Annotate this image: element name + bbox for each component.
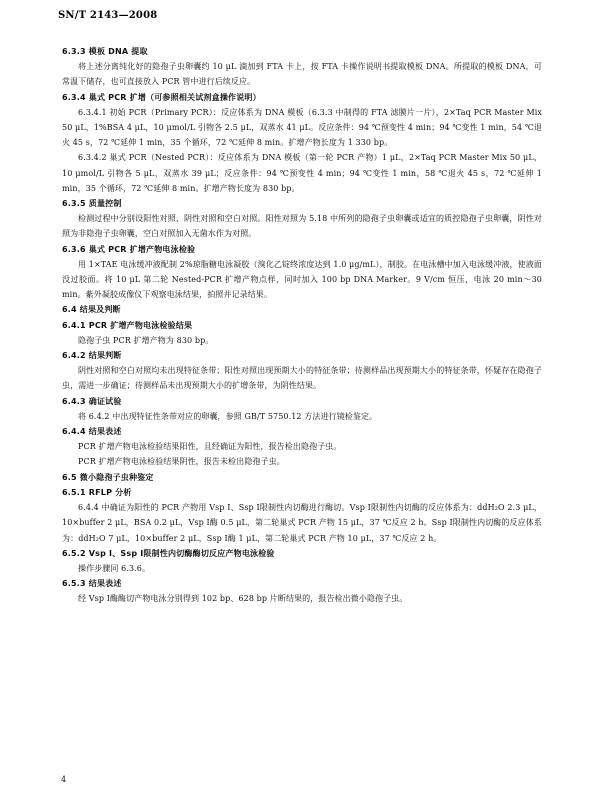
paragraph-pcr-result: 隐孢子虫 PCR 扩增产物为 830 bp。 [78, 335, 214, 345]
paragraph-judgement: 阴性对照和空白对照均未出现特征条带；阳性对照出现预期大小的特征条带；待测样品出现预期大小的特征条带，怀疑存在隐孢子虫，需进一步确证；待测样品未出现预期大小的扩增条带，为阴性结果。 [62, 366, 542, 391]
heading-6-4-4: 6.4.4 结果表述 [62, 427, 122, 437]
heading-6-5-3: 6.5.3 结果表述 [62, 579, 122, 589]
paragraph-dna-extraction: 将上述分离纯化好的隐孢子虫卵囊约 10 μL 滴加到 FTA 卡上，按 FTA 卡操作说明书提取模板 DNA。所提取的模板 DNA，可常温下储存，也可直接放入 PCR 管中进行后续反应。 [62, 62, 542, 87]
page-number: 4 [61, 775, 67, 784]
paragraph-operation-steps: 操作步骤同 6.3.6。 [78, 563, 151, 573]
paragraph-positive-report: PCR 扩增产物电泳检验结果阳性，且经确证为阳性，报告检出隐孢子虫。 [78, 442, 342, 452]
heading-6-3-3: 6.3.3 模板 DNA 提取 [62, 47, 148, 56]
paragraph-negative-report: PCR 扩增产物电泳检验结果阴性，报告未检出隐孢子虫。 [78, 457, 285, 467]
heading-6-5-2: 6.5.2 Vsp Ⅰ、Ssp Ⅰ限制性内切酶酶切反应产物电泳检验 [62, 548, 275, 558]
heading-6-3-4: 6.3.4 巢式 PCR 扩增（可参照相关试剂盒操作说明） [62, 92, 261, 102]
heading-6-5: 6.5 微小隐孢子虫种鉴定 [62, 472, 154, 482]
paragraph-electrophoresis: 用 1×TAE 电泳缓冲液配制 2%琼脂糖电泳凝胶（溴化乙锭终浓度达到 1.0 μg/mL），制胶。在电泳槽中加入电泳缓冲液，使液面没过胶面。将 10 μL 第二轮 Nested-PCR 扩增产物点样，同时加入 100 bp DNA Marker。9 V/cm 恒压，电泳 20 min～30 min。紫外凝胶成像仪下观察电泳结果，拍照并记录结果。 [62, 259, 542, 300]
heading-6-5-1: 6.5.1 RFLP 分析 [62, 487, 132, 497]
paragraph-final-report: 经 Vsp Ⅰ酶酶切产物电泳分别得到 102 bp、628 bp 片断结果的，报告检出微小隐孢子虫。 [78, 594, 408, 604]
paragraph-rflp: 6.4.4 中确证为阳性的 PCR 产物用 Vsp Ⅰ、Ssp Ⅰ限制性内切酶进行酶切。Vsp Ⅰ限制性内切酶的反应体系为：ddH₂O 2.3 μL，10×buffer 2 μL，BSA 0.2 μL，Vsp Ⅰ酶 0.5 μL，第二轮巢式 PCR 产物 15 μL，37 ℃反应 2 h。Ssp Ⅰ限制性内切酶的反应体系为：ddH₂O 7 μL，10×buffer 2 μL，Ssp Ⅰ酶 1 μL，第二轮巢式 PCR 产物 10 μL，37 ℃反应 2 h。 [62, 503, 542, 543]
heading-6-3-6: 6.3.6 巢式 PCR 扩增产物电泳检验 [62, 244, 196, 254]
heading-6-4-2: 6.4.2 结果判断 [62, 351, 122, 361]
paragraph-quality-control: 检测过程中分别设阳性对照、阴性对照和空白对照。阳性对照为 5.18 中所列的隐孢子虫卵囊或适宜的质控隐孢子虫卵囊，阴性对照为非隐孢子虫卵囊，空白对照加入无菌水作为对照。 [62, 214, 542, 239]
standard-number-header: SN/T 2143—2008 [58, 10, 158, 21]
paragraph-primary-pcr: 6.3.4.1 初始 PCR（Primary PCR）：反应体系为 DNA 模板（6.3.3 中制得的 FTA 滤膜片一片），2×Taq PCR Master Mix 50 μL，1%BSA 4 μL，10 μmol/L 引物各 2.5 μL，双蒸水 41 μL。反应条件：94 ℃预变性 4 min；94 ℃变性 1 min，54 ℃退火 45 s，72 ℃延伸 1 min，35 个循环，72 ℃延伸 8 min。扩增产物长度为 1 330 bp。 [62, 107, 542, 148]
heading-6-3-5: 6.3.5 质量控制 [62, 199, 122, 209]
heading-6-4-1: 6.4.1 PCR 扩增产物电泳检验结果 [62, 320, 193, 330]
paragraph-nested-pcr: 6.3.4.2 巢式 PCR（Nested PCR）：反应体系为 DNA 模板（第一轮 PCR 产物）1 μL，2×Taq PCR Master Mix 50 μL，10 μmol/L 引物各 5 μL，双蒸水 39 μL；反应条件：94 ℃预变性 4 min；94 ℃变性 1 min，58 ℃退火 45 s，72 ℃延伸 1 min，35 个循环，72 ℃延伸 8 min。扩增产物长度为 830 bp。 [62, 153, 542, 193]
paragraph-confirmation: 将 6.4.2 中出现特征性条带对应的卵囊，参照 GB/T 5750.12 方法进行镜检鉴定。 [78, 411, 378, 421]
heading-6-4: 6.4 结果及判断 [62, 305, 121, 315]
heading-6-4-3: 6.4.3 确证试验 [62, 396, 122, 406]
document-body [62, 44, 542, 607]
